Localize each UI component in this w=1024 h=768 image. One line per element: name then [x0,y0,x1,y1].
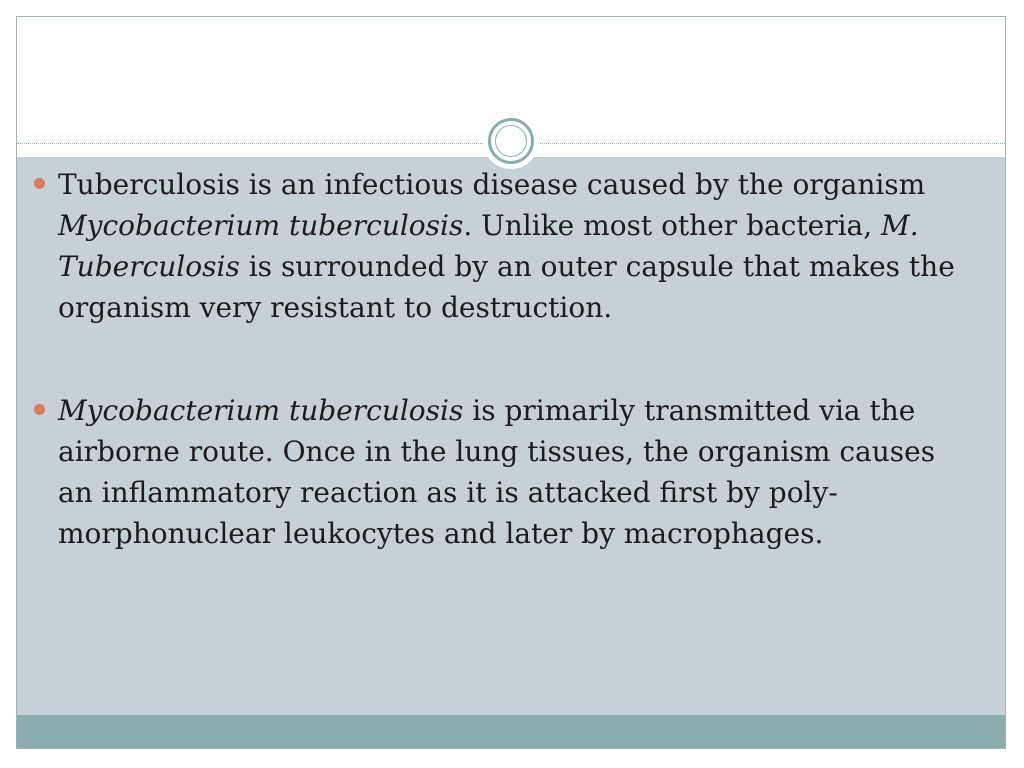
bullet-segment: Tuberculosis is an infectious disease caused by the organism [58,168,926,201]
bullet-dot-icon [34,404,45,415]
ornament-inner-ring [495,125,527,157]
bullet-segment: . Unlike most other bacteria, [463,209,882,242]
bullet-list [32,164,962,616]
footer-band [17,715,1005,749]
bullet-text [58,394,935,550]
bullet-text [58,168,955,324]
bullet-segment-italic: M. Tuberculosis [58,209,919,283]
bullet-item [32,390,962,554]
bullet-segment: is surrounded by an outer capsule that makes the organism very resistant to destruction. [58,250,955,324]
bullet-item [32,164,962,328]
bullet-dot-icon [34,178,45,189]
circle-ornament-icon [484,114,538,168]
bullet-segment: is primarily transmitted via the airborne route. Once in the lung tissues, the organism causes an inflammatory reaction as it is attacked first by poly-morphonuclear leukocytes and later by macrophages. [58,394,936,550]
bullet-segment-italic: Mycobacterium tuberculosis [58,209,464,242]
bullet-segment-italic: Mycobacterium tuberculosis [58,394,464,427]
